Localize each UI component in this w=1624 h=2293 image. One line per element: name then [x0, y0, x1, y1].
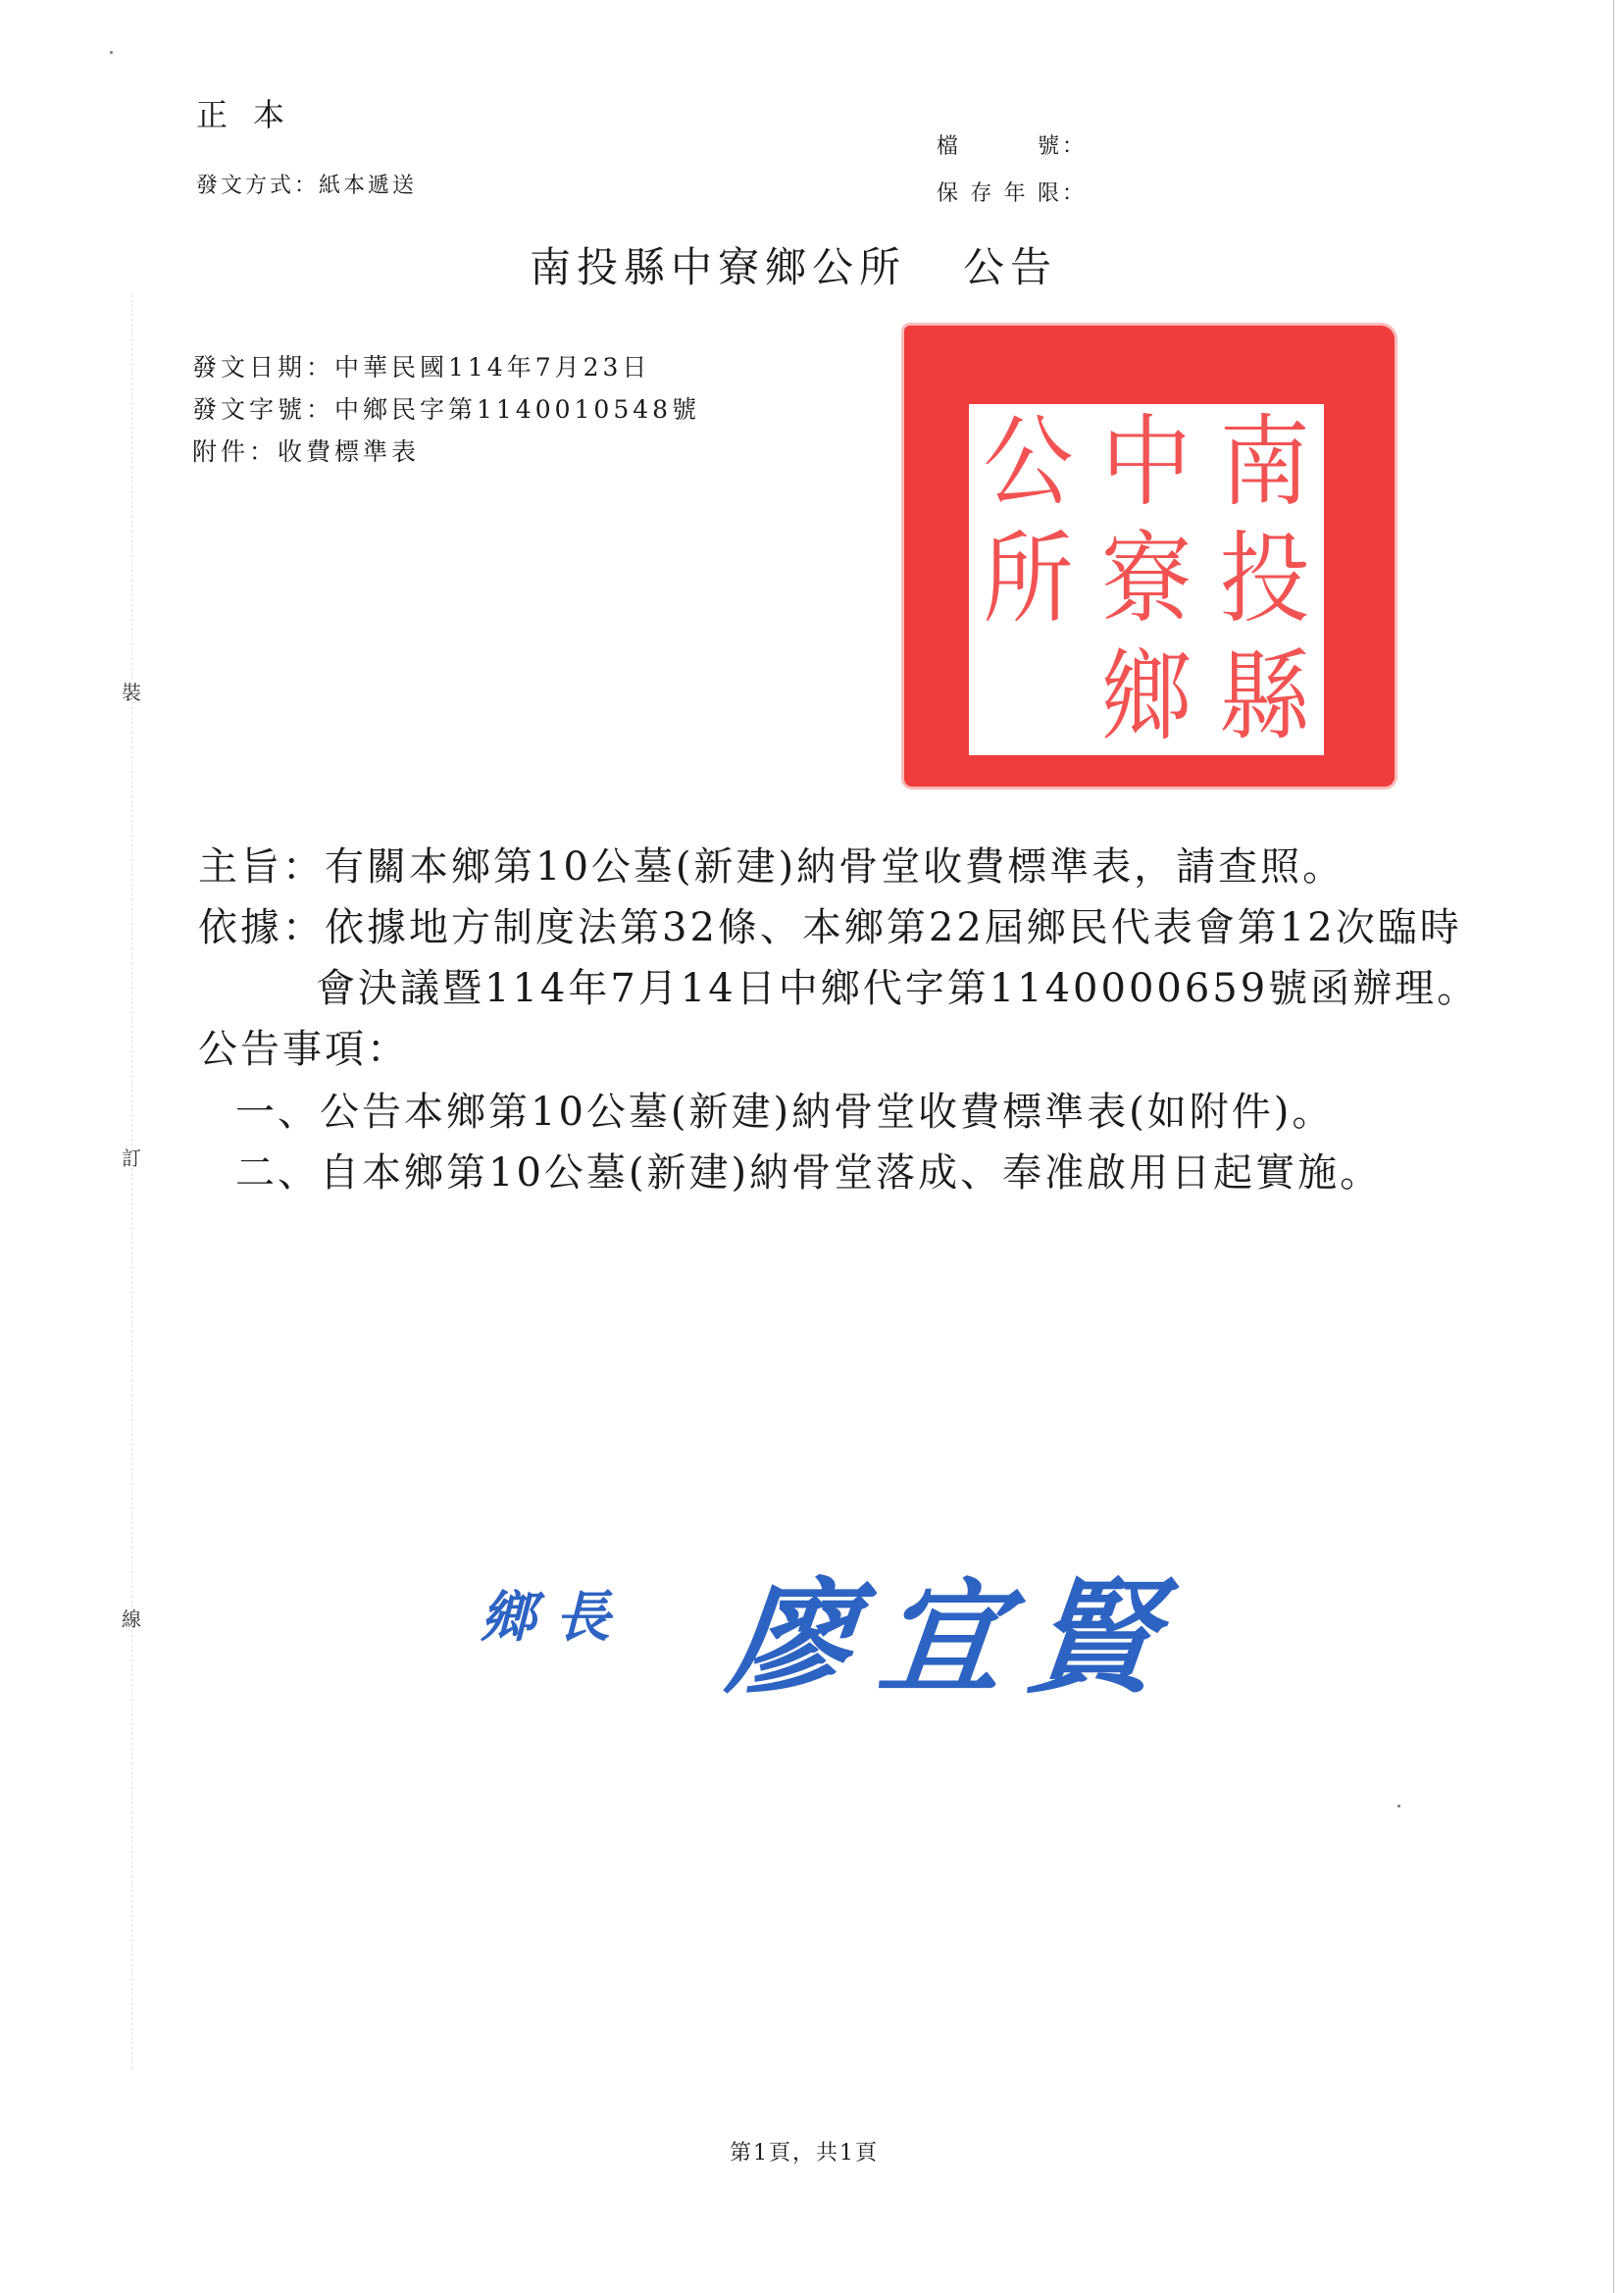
seal-char: 鄉	[1101, 637, 1193, 754]
document-number: 發文字號：中鄉民字第1140010548號	[192, 395, 701, 424]
signatory-name: 廖宜賢	[722, 1565, 1191, 1710]
seal-char: 投	[1219, 521, 1310, 637]
signatory-title: 鄉長	[481, 1585, 630, 1650]
seal-char: 中	[1101, 404, 1193, 520]
binding-label-staple: 訂	[122, 1146, 141, 1170]
agency-name: 南投縣中寮鄉公所	[530, 243, 907, 291]
basis-line-2: 會決議暨114年7月14日中鄉代字第1140000659號函辦理。	[316, 966, 1480, 1011]
file-number-row	[937, 129, 1087, 160]
binding-margin-line	[131, 294, 132, 2069]
notice-item: 一、公告本鄉第10公墓(新建)納骨堂收費標準表(如附件)。	[235, 1090, 1335, 1135]
binding-label-bind: 裝	[122, 681, 141, 704]
scan-speck	[110, 51, 113, 54]
basis-line-1: 依據：依據地方制度法第32條、本鄉第22屆鄉民代表會第12次臨時	[198, 905, 1462, 950]
seal-char: 南	[1219, 404, 1310, 520]
items-heading: 公告事項：	[198, 1027, 409, 1072]
document-title	[530, 235, 1057, 294]
retention-label: 保存年限	[937, 181, 1062, 206]
issue-date: 發文日期：中華民國114年7月23日	[192, 353, 651, 382]
delivery-method: 發文方式：紙本遞送	[196, 174, 418, 198]
scan-speck	[1397, 1805, 1400, 1808]
document-type: 公告	[963, 243, 1058, 291]
scan-edge-line	[1613, 0, 1614, 2293]
seal-char: 縣	[1219, 637, 1310, 754]
seal-char: 所	[983, 521, 1074, 637]
subject: 主旨：有關本鄉第10公墓(新建)納骨堂收費標準表，請查照。	[198, 844, 1345, 890]
binding-label-line: 線	[122, 1607, 141, 1631]
attachment: 附件：收費標準表	[192, 437, 421, 466]
seal-char: 寮	[1101, 521, 1193, 637]
seal-text-area	[969, 404, 1324, 755]
file-number-label: 檔號	[937, 134, 1062, 159]
copy-type-label: 正本	[196, 96, 311, 133]
notice-item: 二、自本鄉第10公墓(新建)納骨堂落成、奉准啟用日起實施。	[235, 1150, 1383, 1196]
official-seal	[904, 326, 1395, 787]
retention-row	[937, 177, 1087, 207]
file-number-value: ：	[1062, 134, 1088, 159]
retention-value: ：	[1062, 181, 1088, 206]
seal-char: 公	[983, 404, 1074, 520]
page-indicator: 第1頁，共1頁	[730, 2141, 879, 2166]
